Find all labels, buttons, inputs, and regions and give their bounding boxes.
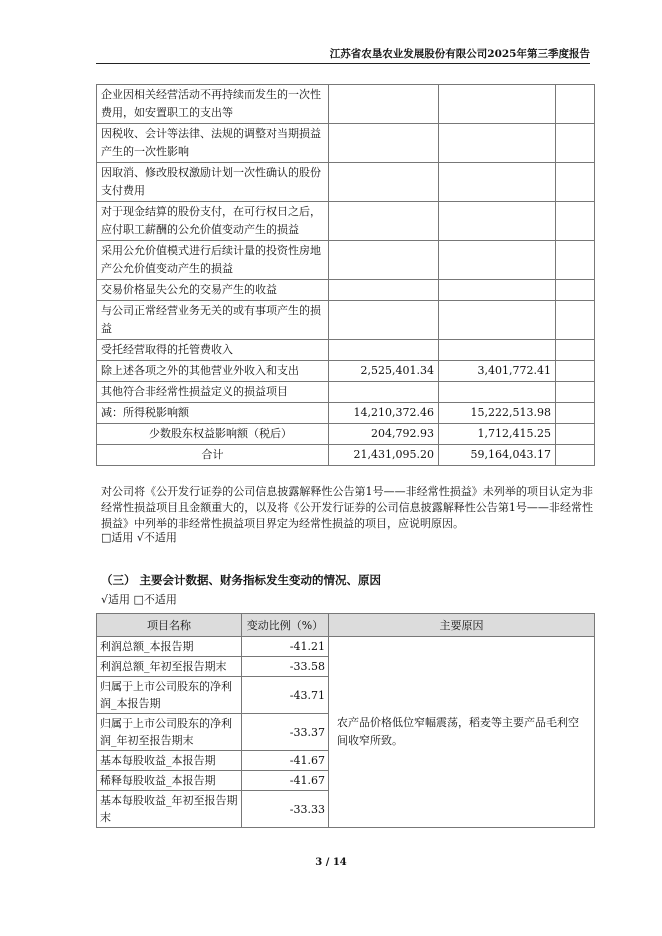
applicability-note: √适用 □不适用 xyxy=(101,593,177,606)
change-ratio: -41.67 xyxy=(242,771,329,791)
total-label: 合计 xyxy=(97,445,329,466)
change-ratio: -41.21 xyxy=(242,637,329,657)
table-row xyxy=(97,280,595,301)
non-recurring-items-table xyxy=(96,84,595,466)
table-row xyxy=(97,301,595,340)
ytd-value: 15,222,513.98 xyxy=(439,403,556,424)
column-header-item: 项目名称 xyxy=(97,614,242,637)
item-name: 利润总额_本报告期 xyxy=(97,637,242,657)
note-cell xyxy=(556,403,595,424)
ytd-value xyxy=(439,301,556,340)
table-row xyxy=(97,424,595,445)
item-name: 归属于上市公司股东的净利润_本报告期 xyxy=(97,677,242,714)
ytd-value: 3,401,772.41 xyxy=(439,361,556,382)
current-period-value xyxy=(329,301,439,340)
current-period-value: 14,210,372.46 xyxy=(329,403,439,424)
note-cell xyxy=(556,424,595,445)
section-title: （三） 主要会计数据、财务指标发生变动的情况、原因 xyxy=(101,573,382,587)
change-ratio: -33.37 xyxy=(242,714,329,751)
item-name: 归属于上市公司股东的净利润_年初至报告期末 xyxy=(97,714,242,751)
row-label: 少数股东权益影响额（税后） xyxy=(97,424,329,445)
ytd-value xyxy=(439,202,556,241)
table-row xyxy=(97,403,595,424)
current-period-value: 2,525,401.34 xyxy=(329,361,439,382)
row-label: 企业因相关经营活动不再持续而发生的一次性费用，如安置职工的支出等 xyxy=(97,85,329,124)
page-number: 3 / 14 xyxy=(315,857,347,868)
note-cell xyxy=(556,280,595,301)
ytd-value xyxy=(439,340,556,361)
table-row xyxy=(97,124,595,163)
row-label: 减：所得税影响额 xyxy=(97,403,329,424)
row-label: 交易价格显失公允的交易产生的收益 xyxy=(97,280,329,301)
current-period-value xyxy=(329,124,439,163)
row-label: 因取消、修改股权激励计划一次性确认的股份支付费用 xyxy=(97,163,329,202)
note-cell xyxy=(556,361,595,382)
ytd-value xyxy=(439,241,556,280)
table-row xyxy=(97,340,595,361)
item-name: 稀释每股收益_本报告期 xyxy=(97,771,242,791)
table-row xyxy=(97,202,595,241)
ytd-total: 59,164,043.17 xyxy=(439,445,556,466)
note-cell xyxy=(556,241,595,280)
current-period-value xyxy=(329,241,439,280)
row-label: 对于现金结算的股份支付，在可行权日之后，应付职工薪酬的公允价值变动产生的损益 xyxy=(97,202,329,241)
current-period-value xyxy=(329,85,439,124)
note-cell xyxy=(556,202,595,241)
row-label: 其他符合非经常性损益定义的损益项目 xyxy=(97,382,329,403)
change-ratio: -33.33 xyxy=(242,791,329,828)
ytd-value xyxy=(439,280,556,301)
current-period-value xyxy=(329,382,439,403)
column-header-ratio: 变动比例（%） xyxy=(242,614,329,637)
current-period-value xyxy=(329,280,439,301)
main-reason: 农产品价格低位窄幅震荡，稻麦等主要产品毛利空间收窄所致。 xyxy=(329,637,595,828)
table-header-row xyxy=(97,614,595,637)
ytd-value xyxy=(439,382,556,403)
table-row-total xyxy=(97,445,595,466)
current-period-total: 21,431,095.20 xyxy=(329,445,439,466)
note-cell xyxy=(556,301,595,340)
item-name: 基本每股收益_年初至报告期末 xyxy=(97,791,242,828)
change-ratio: -33.58 xyxy=(242,657,329,677)
change-ratio: -41.67 xyxy=(242,751,329,771)
item-name: 基本每股收益_本报告期 xyxy=(97,751,242,771)
row-label: 除上述各项之外的其他营业外收入和支出 xyxy=(97,361,329,382)
note-cell xyxy=(556,445,595,466)
ytd-value xyxy=(439,85,556,124)
current-period-value xyxy=(329,340,439,361)
table-row xyxy=(97,382,595,403)
item-name: 利润总额_年初至报告期末 xyxy=(97,657,242,677)
current-period-value xyxy=(329,163,439,202)
table-row xyxy=(97,241,595,280)
table-row xyxy=(97,163,595,202)
change-ratio: -43.71 xyxy=(242,677,329,714)
ytd-value: 1,712,415.25 xyxy=(439,424,556,445)
note-cell xyxy=(556,382,595,403)
table-row xyxy=(97,637,595,657)
report-title: 江苏省农垦农业发展股份有限公司2025年第三季度报告 xyxy=(329,48,590,60)
applicability-note: □适用 √不适用 xyxy=(101,531,177,544)
changes-table xyxy=(96,613,595,828)
row-label: 因税收、会计等法律、法规的调整对当期损益产生的一次性影响 xyxy=(97,124,329,163)
row-label: 受托经营取得的托管费收入 xyxy=(97,340,329,361)
page-header xyxy=(96,44,590,64)
current-period-value xyxy=(329,202,439,241)
note-cell xyxy=(556,85,595,124)
note-cell xyxy=(556,340,595,361)
ytd-value xyxy=(439,124,556,163)
note-cell xyxy=(556,163,595,202)
row-label: 采用公允价值模式进行后续计量的投资性房地产公允价值变动产生的损益 xyxy=(97,241,329,280)
table-row xyxy=(97,85,595,124)
explanation-paragraph: 对公司将《公开发行证券的公司信息披露解释性公告第1号——非经常性损益》未列举的项目认定为非经常性损益项目且金额重大的，以及将《公开发行证券的公司信息披露解释性公告第1号——非经常性损益》中列举的非经常性损益项目界定为经常性损益的项目，应说明原因。 xyxy=(101,485,593,530)
column-header-reason: 主要原因 xyxy=(329,614,595,637)
ytd-value xyxy=(439,163,556,202)
note-cell xyxy=(556,124,595,163)
table-row xyxy=(97,361,595,382)
current-period-value: 204,792.93 xyxy=(329,424,439,445)
row-label: 与公司正常经营业务无关的或有事项产生的损益 xyxy=(97,301,329,340)
